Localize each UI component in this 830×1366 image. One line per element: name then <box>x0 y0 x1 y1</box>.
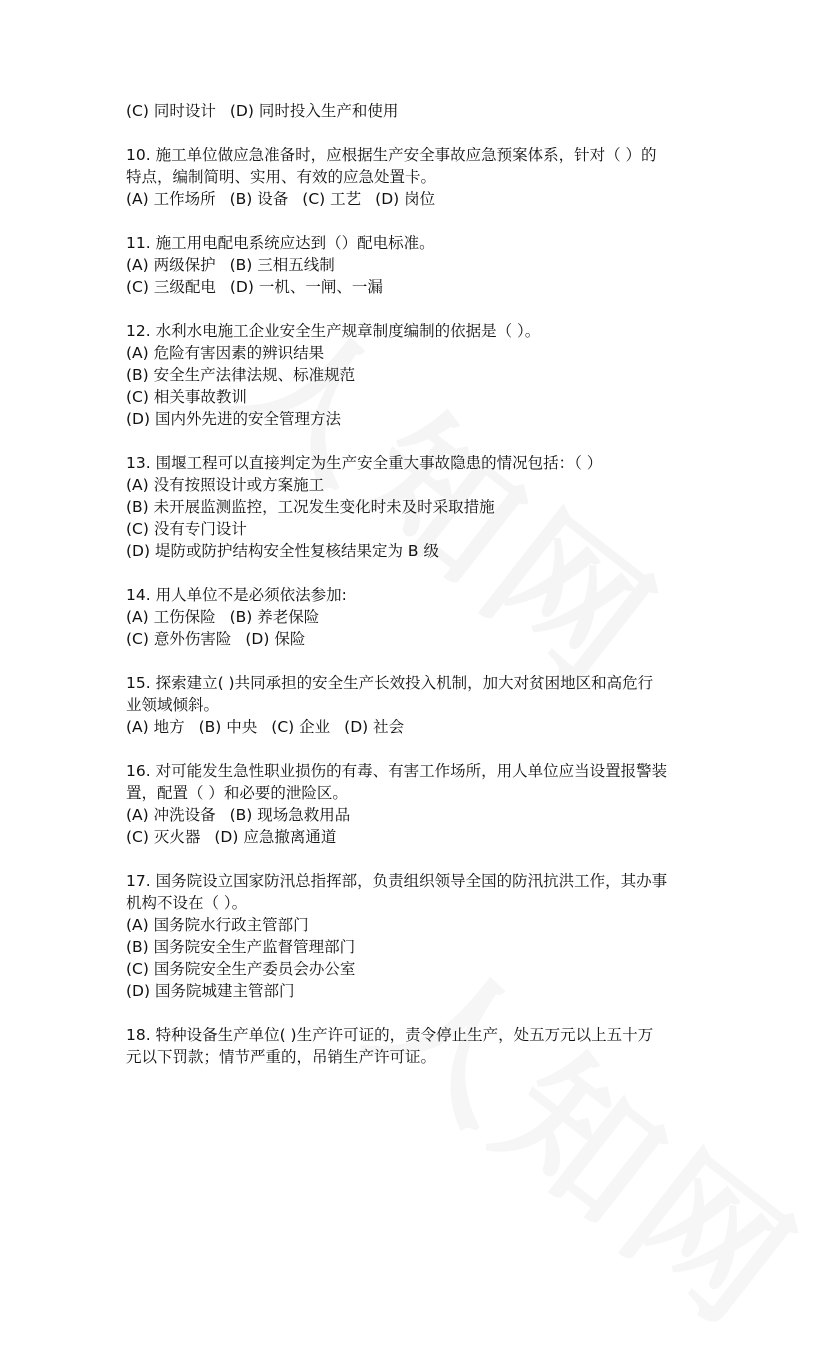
question-stem-line: 10. 施工单位做应急准备时，应根据生产安全事故应急预案体系，针对（ ）的 <box>126 146 657 164</box>
question-16 <box>126 760 711 848</box>
option-row <box>126 188 711 210</box>
answer-option: (B) 国务院安全生产监督管理部门 <box>126 938 356 956</box>
answer-option: (B) 养老保险 <box>229 608 320 626</box>
option-row <box>126 958 711 980</box>
question-stem-line: 12. 水利水电施工企业安全生产规章制度编制的依据是（ ）。 <box>126 322 541 340</box>
option-row <box>126 386 711 408</box>
question-stem-line: 13. 围堰工程可以直接判定为生产安全重大事故隐患的情况包括：（ ） <box>126 454 603 472</box>
option-c: (C) 同时设计 <box>126 102 216 120</box>
answer-option: (C) 灭火器 <box>126 828 201 846</box>
answer-option: (A) 两级保护 <box>126 256 216 274</box>
question-18 <box>126 1024 711 1068</box>
answer-option: (C) 企业 <box>271 718 331 736</box>
answer-option: (C) 没有专门设计 <box>126 520 247 538</box>
option-row <box>126 628 711 650</box>
option-row <box>126 100 711 122</box>
option-row <box>126 276 711 298</box>
answer-option: (C) 相关事故教训 <box>126 388 247 406</box>
option-row <box>126 980 711 1002</box>
answer-option: (A) 地方 <box>126 718 185 736</box>
question-stem-line: 业领域倾斜。 <box>126 696 220 714</box>
question-stem-line: 元以下罚款；情节严重的，吊销生产许可证。 <box>126 1048 437 1066</box>
option-row <box>126 518 711 540</box>
answer-option: (D) 保险 <box>245 630 306 648</box>
answer-option: (B) 未开展监测监控，工况发生变化时未及时采取措施 <box>126 498 495 516</box>
option-row <box>126 716 711 738</box>
question-15 <box>126 672 711 738</box>
answer-option: (A) 国务院水行政主管部门 <box>126 916 309 934</box>
answer-option: (C) 工艺 <box>302 190 362 208</box>
question-stem-line: 特点，编制简明、实用、有效的应急处置卡。 <box>126 168 437 186</box>
question-stem-line: 14. 用人单位不是必须依法参加: <box>126 586 347 604</box>
option-row <box>126 826 711 848</box>
answer-option: (D) 社会 <box>344 718 405 736</box>
option-row <box>126 936 711 958</box>
option-row <box>126 804 711 826</box>
option-row <box>126 496 711 518</box>
option-row <box>126 540 711 562</box>
answer-option: (C) 国务院安全生产委员会办公室 <box>126 960 356 978</box>
question-11 <box>126 232 711 298</box>
question-stem-line: 16. 对可能发生急性职业损伤的有毒、有害工作场所，用人单位应当设置报警装 <box>126 762 668 780</box>
answer-option: (C) 意外伤害险 <box>126 630 232 648</box>
answer-option: (D) 国务院城建主管部门 <box>126 982 295 1000</box>
answer-option: (D) 堤防或防护结构安全性复核结果定为 B 级 <box>126 542 439 560</box>
question-13 <box>126 452 711 562</box>
answer-option: (B) 中央 <box>198 718 258 736</box>
lead-options <box>126 100 711 122</box>
question-list <box>126 100 711 1090</box>
answer-option: (D) 应急撤离通道 <box>214 828 337 846</box>
question-stem-line: 18. 特种设备生产单位( )生产许可证的，责令停止生产，处五万元以上五十万 <box>126 1026 654 1044</box>
answer-option: (A) 没有按照设计或方案施工 <box>126 476 325 494</box>
option-row <box>126 474 711 496</box>
answer-option: (C) 三级配电 <box>126 278 216 296</box>
answer-option: (A) 工伤保险 <box>126 608 216 626</box>
answer-option: (B) 设备 <box>229 190 289 208</box>
question-10 <box>126 144 711 210</box>
option-row <box>126 364 711 386</box>
option-row <box>126 254 711 276</box>
answer-option: (D) 一机、一闸、一漏 <box>229 278 383 296</box>
answer-option: (B) 现场急救用品 <box>229 806 351 824</box>
questions-container <box>126 144 711 1068</box>
question-17 <box>126 870 711 1002</box>
option-d: (D) 同时投入生产和使用 <box>229 102 399 120</box>
question-stem-line: 15. 探索建立( )共同承担的安全生产长效投入机制，加大对贫困地区和高危行 <box>126 674 654 692</box>
option-row <box>126 606 711 628</box>
question-stem-line: 置，配置（ ）和必要的泄险区。 <box>126 784 348 802</box>
answer-option: (A) 冲洗设备 <box>126 806 216 824</box>
option-row <box>126 914 711 936</box>
answer-option: (D) 岗位 <box>375 190 436 208</box>
question-12 <box>126 320 711 430</box>
question-stem-line: 11. 施工用电配电系统应达到（）配电标准。 <box>126 234 435 252</box>
question-stem-line: 17. 国务院设立国家防汛总指挥部，负责组织领导全国的防汛抗洪工作，其办事 <box>126 872 668 890</box>
question-14 <box>126 584 711 650</box>
answer-option: (B) 安全生产法律法规、标准规范 <box>126 366 356 384</box>
answer-option: (A) 危险有害因素的辨识结果 <box>126 344 325 362</box>
answer-option: (B) 三相五线制 <box>229 256 335 274</box>
answer-option: (A) 工作场所 <box>126 190 216 208</box>
answer-option: (D) 国内外先进的安全管理方法 <box>126 410 341 428</box>
option-row <box>126 408 711 430</box>
question-stem-line: 机构不设在（ ）。 <box>126 894 248 912</box>
option-row <box>126 342 711 364</box>
